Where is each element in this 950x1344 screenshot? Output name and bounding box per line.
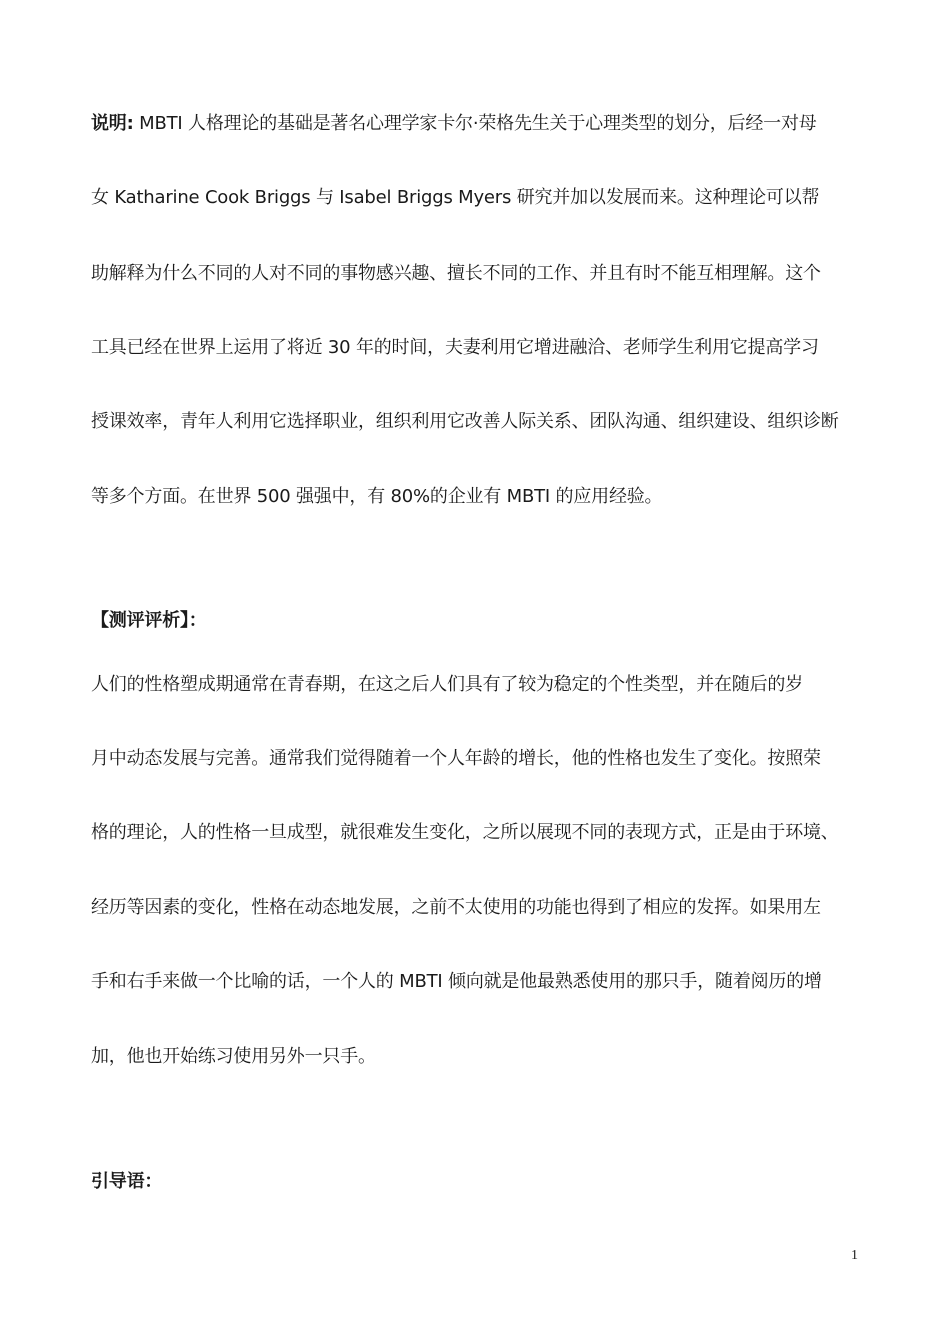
analysis-line-3: 格的理论，人的性格一旦成型，就很难发生变化，之所以展现不同的表现方式，正是由于环境、 [91, 822, 839, 843]
intro-line-5: 授课效率，青年人利用它选择职业，组织利用它改善人际关系、团队沟通、组织建设、组织诊断 [91, 411, 839, 432]
page-number: 1 [851, 1248, 858, 1263]
intro-line-6: 等多个方面。在世界 500 强强中，有 80%的企业有 MBTI 的应用经验。 [91, 486, 663, 507]
intro-line-4: 工具已经在世界上运用了将近 30 年的时间，夫妻利用它增进融洽、老师学生利用它提高学习 [91, 337, 819, 358]
analysis-line-6: 加，他也开始练习使用另外一只手。 [91, 1046, 376, 1067]
analysis-line-1: 人们的性格塑成期通常在青春期，在这之后人们具有了较为稳定的个性类型，并在随后的岁 [91, 674, 803, 695]
guide-heading: 引导语： [91, 1171, 163, 1192]
intro-line-1 [91, 112, 817, 136]
intro-line-2: 女 Katharine Cook Briggs 与 Isabel Briggs Myers 研究并加以发展而来。这种理论可以帮 [91, 187, 820, 208]
intro-label: 说明: [91, 113, 134, 134]
analysis-heading: 【测评评析】： [91, 610, 207, 631]
intro-line-3: 助解释为什么不同的人对不同的事物感兴趣、擅长不同的工作、并且有时不能互相理解。这个 [91, 263, 821, 284]
analysis-line-5: 手和右手来做一个比喻的话，一个人的 MBTI 倾向就是他最熟悉使用的那只手，随着阅历的增 [91, 971, 822, 992]
analysis-line-4: 经历等因素的变化，性格在动态地发展，之前不太使用的功能也得到了相应的发挥。如果用左 [91, 897, 821, 918]
analysis-line-2: 月中动态发展与完善。通常我们觉得随着一个人年龄的增长，他的性格也发生了变化。按照荣 [91, 748, 821, 769]
intro-text: MBTI 人格理论的基础是著名心理学家卡尔·荣格先生关于心理类型的划分，后经一对母 [133, 113, 817, 134]
